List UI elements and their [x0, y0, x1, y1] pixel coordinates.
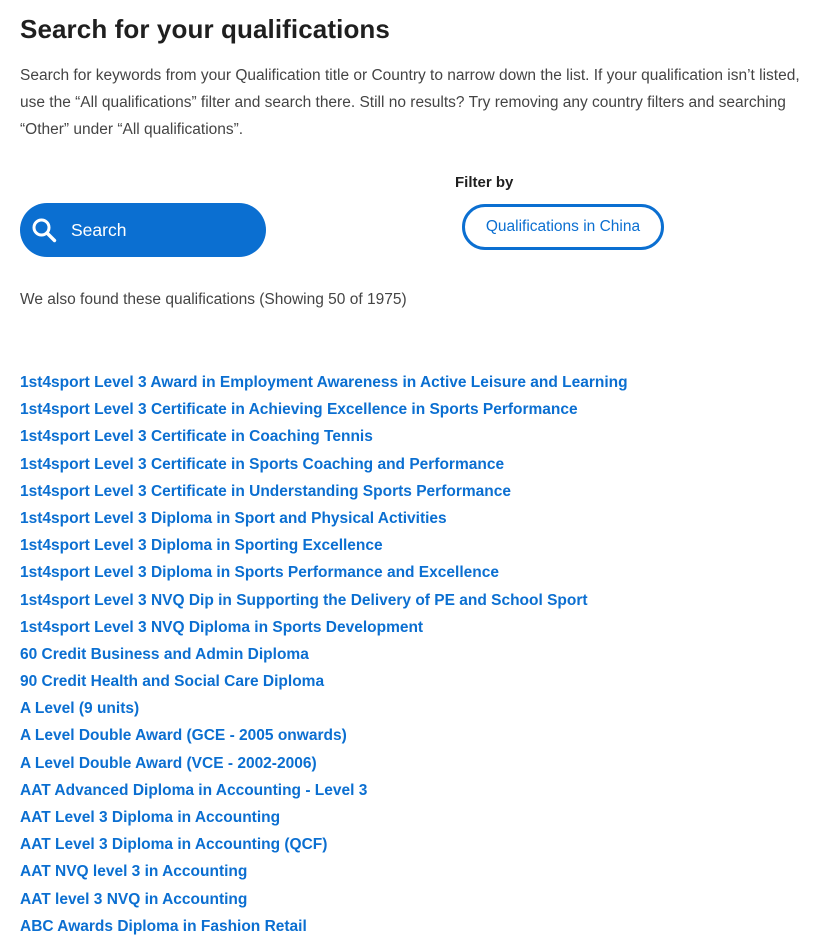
- qualification-link[interactable]: ABC Awards Diploma in Fashion Retail: [20, 917, 307, 935]
- list-item: [20, 671, 628, 698]
- qualification-link[interactable]: 1st4sport Level 3 Award in Employment Awareness in Active Leisure and Learning: [20, 374, 628, 391]
- intro-text: Search for keywords from your Qualification title or Country to narrow down the list. If your qualification isn’t listed, use the “All qualifications” filter and search there. Still no results? Try removing any country filters and searching “Other” under “All qualifications”.: [20, 67, 800, 138]
- list-item: [20, 617, 628, 644]
- list-item: [20, 861, 628, 888]
- list-item: [20, 725, 628, 752]
- filter-by-label: Filter by: [455, 174, 514, 191]
- list-item: [20, 426, 628, 453]
- qualification-link[interactable]: AAT Advanced Diploma in Accounting - Level 3: [20, 781, 368, 799]
- list-item: [20, 753, 628, 780]
- qualification-link[interactable]: 1st4sport Level 3 Certificate in Sports Coaching and Performance: [20, 455, 505, 473]
- list-item: [20, 780, 628, 807]
- list-item: [20, 508, 628, 535]
- list-item: [20, 454, 628, 481]
- qualification-link[interactable]: 1st4sport Level 3 Diploma in Sports Performance and Excellence: [20, 564, 499, 582]
- list-item: [20, 535, 628, 562]
- list-item: [20, 644, 628, 671]
- list-item: [20, 834, 628, 861]
- qualification-link[interactable]: AAT level 3 NVQ in Accounting: [20, 890, 248, 908]
- qualification-link[interactable]: AAT Level 3 Diploma in Accounting (QCF): [20, 836, 328, 854]
- qualification-link[interactable]: A Level Double Award (VCE - 2002-2006): [20, 754, 317, 772]
- list-item: [20, 372, 628, 399]
- qualification-link[interactable]: A Level (9 units): [20, 700, 140, 718]
- list-item: [20, 807, 628, 834]
- page-title: Search for your qualifications: [20, 14, 390, 44]
- list-item: [20, 562, 628, 589]
- qualification-link[interactable]: 1st4sport Level 3 NVQ Dip in Supporting the Delivery of PE and School Sport: [20, 591, 588, 609]
- list-item: [20, 590, 628, 617]
- list-item: [20, 889, 628, 916]
- qualification-link[interactable]: 1st4sport Level 3 Certificate in Understanding Sports Performance: [20, 482, 511, 500]
- qualification-link[interactable]: 1st4sport Level 3 Certificate in Coaching Tennis: [20, 428, 373, 446]
- list-item: [20, 481, 628, 508]
- list-item: [20, 916, 628, 940]
- qualification-link[interactable]: A Level Double Award (GCE - 2005 onwards): [20, 727, 347, 745]
- search-button-label: Search: [71, 219, 127, 240]
- qualification-link[interactable]: 1st4sport Level 3 NVQ Diploma in Sports Development: [20, 618, 424, 636]
- filter-qualifications-in-china[interactable]: Qualifications in China: [462, 204, 664, 250]
- qualification-link[interactable]: 1st4sport Level 3 Diploma in Sporting Excellence: [20, 537, 383, 555]
- search-icon: [31, 217, 57, 243]
- qualification-link[interactable]: 1st4sport Level 3 Certificate in Achieving Excellence in Sports Performance: [20, 401, 578, 419]
- search-button[interactable]: [20, 203, 266, 257]
- qualification-link[interactable]: 90 Credit Health and Social Care Diploma: [20, 673, 325, 691]
- qualification-link[interactable]: AAT Level 3 Diploma in Accounting: [20, 809, 281, 826]
- results-list: [20, 372, 628, 940]
- qualification-link[interactable]: 1st4sport Level 3 Diploma in Sport and Physical Activities: [20, 509, 447, 527]
- qualification-link[interactable]: 60 Credit Business and Admin Diploma: [20, 645, 309, 663]
- list-item: [20, 399, 628, 426]
- qualification-link[interactable]: AAT NVQ level 3 in Accounting: [20, 863, 248, 881]
- results-summary: We also found these qualifications (Showing 50 of 1975): [20, 291, 407, 308]
- list-item: [20, 698, 628, 725]
